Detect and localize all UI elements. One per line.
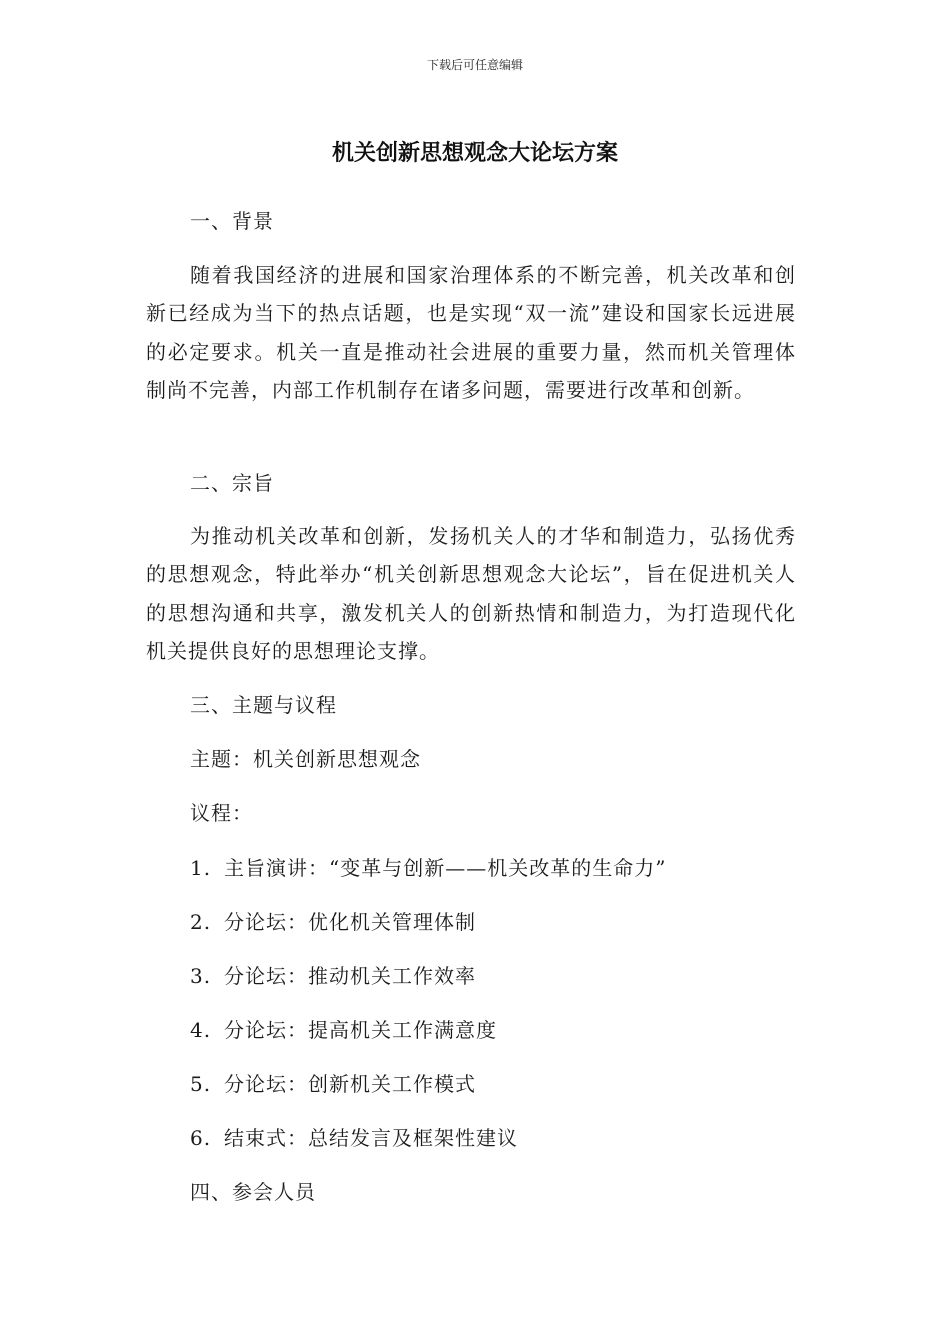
agenda-item	[190, 910, 476, 934]
agenda-item-text: 分论坛：提高机关工作满意度	[224, 1018, 497, 1042]
agenda-item-number: 2.	[190, 910, 212, 934]
agenda-item-number: 3.	[190, 964, 212, 988]
agenda-item	[190, 856, 666, 880]
agenda-item-text: 结束式：总结发言及框架性建议	[224, 1126, 518, 1150]
agenda-item-text: 分论坛：创新机关工作模式	[224, 1072, 476, 1096]
agenda-item	[190, 1126, 518, 1150]
agenda-item-text: 分论坛：推动机关工作效率	[224, 964, 476, 988]
section-heading-participants: 四、参会人员	[190, 1180, 316, 1204]
agenda-item-number: 1.	[190, 856, 212, 880]
background-paragraph: 随着我国经济的进展和国家治理体系的不断完善，机关改革和创新已经成为当下的热点话题，也是实现“双一流”建设和国家长远进展的必定要求。机关一直是推动社会进展的重要力量，然而机关管理体制尚不完善，内部工作机制存在诸多问题，需要进行改革和创新。	[146, 263, 796, 402]
agenda-label: 议程：	[190, 801, 253, 825]
section-heading-purpose: 二、宗旨	[190, 471, 274, 495]
agenda-item-text: 分论坛：优化机关管理体制	[224, 910, 476, 934]
purpose-paragraph: 为推动机关改革和创新，发扬机关人的才华和制造力，弘扬优秀的思想观念，特此举办“机关创新思想观念大论坛”，旨在促进机关人的思想沟通和共享，激发机关人的创新热情和制造力，为打造现代化机关提供良好的思想理论支撑。	[146, 524, 796, 663]
agenda-item	[190, 1018, 497, 1042]
theme-line: 主题：机关创新思想观念	[190, 747, 421, 771]
agenda-item	[190, 1072, 476, 1096]
section-heading-background: 一、背景	[190, 209, 274, 233]
header-note: 下载后可任意编辑	[426, 58, 523, 72]
agenda-item-number: 5.	[190, 1072, 212, 1096]
agenda-item-number: 6.	[190, 1126, 212, 1150]
agenda-item	[190, 964, 476, 988]
document-title: 机关创新思想观念大论坛方案	[331, 141, 618, 166]
agenda-item-number: 4.	[190, 1018, 212, 1042]
agenda-item-text: 主旨演讲：“变革与创新——机关改革的生命力”	[224, 856, 667, 880]
section-heading-theme-agenda: 三、主题与议程	[190, 693, 337, 717]
